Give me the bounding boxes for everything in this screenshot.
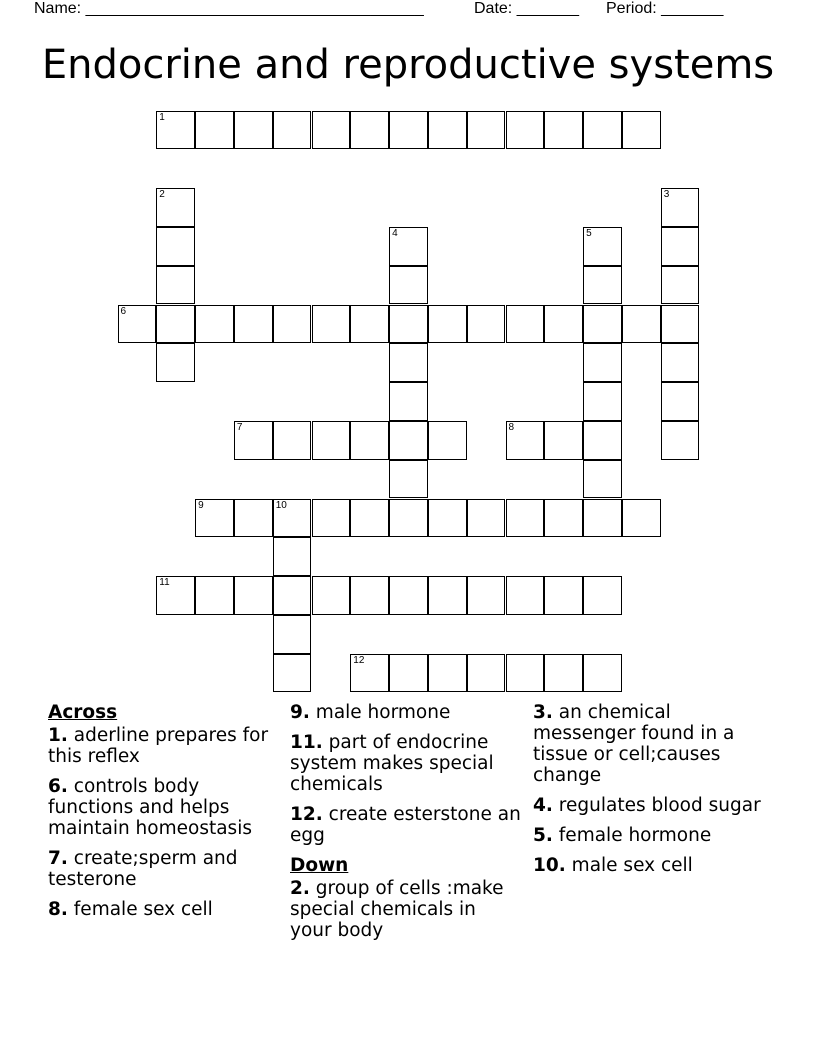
grid-cell[interactable] [506, 499, 545, 538]
grid-cell[interactable] [583, 576, 622, 615]
grid-cell[interactable] [273, 615, 312, 654]
grid-cell[interactable] [234, 421, 273, 460]
clue-number: 3 [663, 189, 670, 201]
clue-number: 9 [198, 499, 204, 511]
grid-cell[interactable] [661, 305, 700, 344]
grid-cell[interactable] [273, 576, 312, 615]
grid-cell[interactable] [583, 460, 622, 499]
grid-cell[interactable] [312, 421, 351, 460]
grid-cell[interactable] [234, 305, 273, 344]
grid-cell[interactable] [544, 576, 583, 615]
grid-cell[interactable] [661, 188, 700, 227]
grid-cell[interactable] [583, 343, 622, 382]
grid-cell[interactable] [506, 305, 545, 344]
grid-cell[interactable] [156, 111, 195, 150]
grid-cell[interactable] [389, 227, 428, 266]
grid-cell[interactable] [389, 499, 428, 538]
grid-cell[interactable] [428, 654, 467, 693]
clue-number: 4 [392, 227, 398, 239]
grid-cell[interactable] [156, 576, 195, 615]
grid-cell[interactable] [350, 654, 389, 693]
clues-column-3 [533, 702, 763, 885]
grid-cell[interactable] [312, 499, 351, 538]
grid-cell[interactable] [273, 305, 312, 344]
clue-across-9: 9. male hormone [290, 702, 451, 723]
grid-cell[interactable] [350, 111, 389, 150]
grid-cell[interactable] [506, 576, 545, 615]
grid-cell[interactable] [506, 654, 545, 693]
grid-cell[interactable] [273, 499, 312, 538]
grid-cell[interactable] [428, 111, 467, 150]
grid-cell[interactable] [622, 111, 661, 150]
grid-cell[interactable] [661, 343, 700, 382]
grid-cell[interactable] [544, 305, 583, 344]
grid-cell[interactable] [389, 111, 428, 150]
down-heading: Down [290, 855, 349, 876]
grid-cell[interactable] [195, 499, 234, 538]
grid-cell[interactable] [506, 111, 545, 150]
grid-cell[interactable] [312, 111, 351, 150]
clue-across-8: 8. female sex cell [48, 899, 213, 920]
clue-number: 7 [236, 421, 243, 433]
clue-number: 11 [159, 577, 170, 589]
clue-number: 2 [159, 189, 165, 201]
grid-cell[interactable] [234, 111, 273, 150]
grid-cell[interactable] [195, 576, 234, 615]
clues-column-1 [48, 702, 278, 929]
grid-cell[interactable] [544, 421, 583, 460]
clue-across-11: 11. part of endocrine system makes special chemicals [290, 732, 494, 795]
grid-cell[interactable] [428, 305, 467, 344]
grid-cell[interactable] [273, 111, 312, 150]
grid-cell[interactable] [389, 266, 428, 305]
grid-cell[interactable] [389, 421, 428, 460]
grid-cell[interactable] [312, 305, 351, 344]
clue-down-4: 4. regulates blood sugar [533, 795, 761, 816]
clue-down-10: 10. male sex cell [533, 855, 693, 876]
clue-number: 1 [159, 111, 165, 123]
clue-down-3: 3. an chemical messenger found in a tissue or cell;causes change [533, 702, 735, 786]
grid-cell[interactable] [661, 421, 700, 460]
name-blank: ______________________________________ [85, 0, 424, 17]
clue-across-1: 1. aderline prepares for this reflex [48, 725, 269, 767]
grid-cell[interactable] [312, 576, 351, 615]
grid-cell[interactable] [350, 499, 389, 538]
grid-cell[interactable] [467, 305, 506, 344]
clue-down-2: 2. group of cells :make special chemicals in your body [290, 878, 504, 941]
grid-cell[interactable] [156, 227, 195, 266]
grid-cell[interactable] [544, 111, 583, 150]
clue-number: 12 [353, 654, 365, 666]
grid-cell[interactable] [389, 305, 428, 344]
grid-cell[interactable] [428, 576, 467, 615]
grid-cell[interactable] [544, 654, 583, 693]
clues-column-2 [290, 702, 522, 950]
grid-cell[interactable] [389, 343, 428, 382]
period-field[interactable] [606, 0, 723, 18]
grid-cell[interactable] [622, 305, 661, 344]
grid-cell[interactable] [118, 305, 157, 344]
grid-cell[interactable] [234, 576, 273, 615]
grid-cell[interactable] [195, 305, 234, 344]
name-field[interactable] [34, 0, 424, 18]
grid-cell[interactable] [156, 188, 195, 227]
grid-cell[interactable] [234, 499, 273, 538]
grid-cell[interactable] [195, 111, 234, 150]
across-heading: Across [48, 702, 118, 723]
grid-cell[interactable] [428, 421, 467, 460]
grid-cell[interactable] [156, 343, 195, 382]
grid-cell[interactable] [156, 266, 195, 305]
grid-cell[interactable] [661, 227, 700, 266]
page-title: Endocrine and reproductive systems [41, 42, 775, 88]
name-label: Name: [34, 0, 82, 17]
grid-cell[interactable] [583, 499, 622, 538]
clue-number: 10 [275, 499, 287, 511]
grid-cell[interactable] [583, 421, 622, 460]
grid-cell[interactable] [467, 654, 506, 693]
grid-cell[interactable] [661, 382, 700, 421]
grid-cell[interactable] [389, 576, 428, 615]
grid-cell[interactable] [350, 421, 389, 460]
clue-number: 6 [120, 305, 127, 317]
date-blank: _______ [516, 0, 579, 17]
grid-cell[interactable] [467, 499, 506, 538]
grid-cell[interactable] [583, 227, 622, 266]
grid-cell[interactable] [467, 576, 506, 615]
period-label: Period: [606, 0, 657, 17]
grid-cell[interactable] [583, 305, 622, 344]
date-label: Date: [474, 0, 513, 17]
grid-cell[interactable] [583, 111, 622, 150]
grid-cell[interactable] [428, 499, 467, 538]
clue-across-12: 12. create esterstone an egg [290, 804, 521, 846]
grid-cell[interactable] [661, 266, 700, 305]
grid-cell[interactable] [273, 537, 312, 576]
grid-cell[interactable] [467, 111, 506, 150]
clue-number: 5 [586, 227, 592, 239]
grid-cell[interactable] [273, 421, 312, 460]
grid-cell[interactable] [389, 654, 428, 693]
grid-cell[interactable] [389, 460, 428, 499]
grid-cell[interactable] [506, 421, 545, 460]
grid-cell[interactable] [583, 382, 622, 421]
clue-down-5: 5. female hormone [533, 825, 712, 846]
grid-cell[interactable] [583, 654, 622, 693]
clue-across-7: 7. create;sperm and testerone [48, 848, 238, 890]
date-field[interactable] [474, 0, 579, 18]
grid-cell[interactable] [583, 266, 622, 305]
grid-cell[interactable] [273, 654, 312, 693]
grid-cell[interactable] [622, 499, 661, 538]
grid-cell[interactable] [544, 499, 583, 538]
grid-cell[interactable] [350, 305, 389, 344]
grid-cell[interactable] [389, 382, 428, 421]
clue-number: 8 [508, 421, 515, 433]
period-blank: _______ [661, 0, 724, 17]
grid-cell[interactable] [350, 576, 389, 615]
grid-cell[interactable] [156, 305, 195, 344]
clue-across-6: 6. controls body functions and helps maintain homeostasis [48, 776, 252, 839]
